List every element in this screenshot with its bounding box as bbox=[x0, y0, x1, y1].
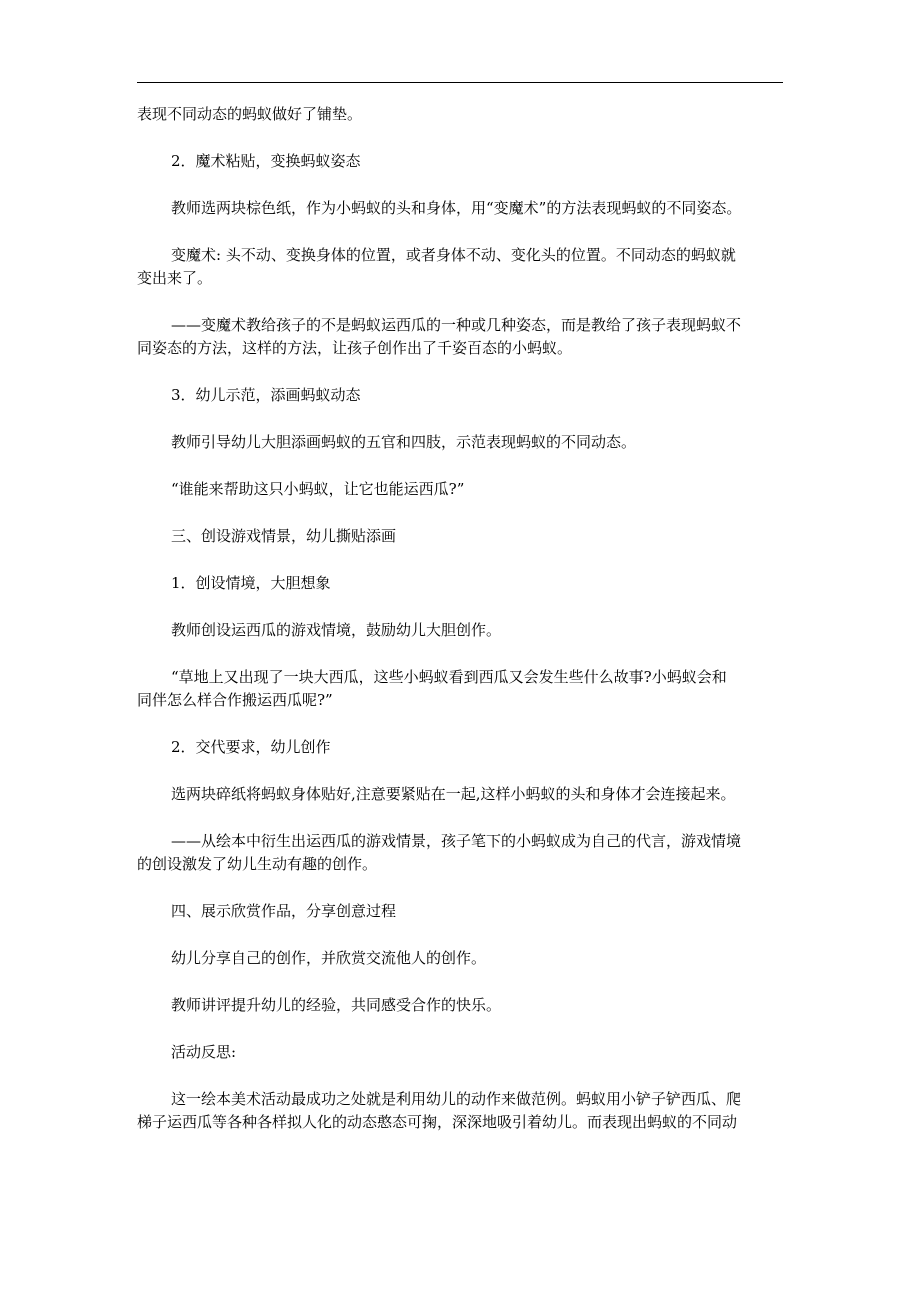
paragraph-3: 教师选两块棕色纸，作为小蚂蚁的头和身体，用“变魔术”的方法表现蚂蚁的不同姿态。 bbox=[171, 199, 742, 217]
paragraph-12: “草地上又出现了一块大西瓜，这些小蚂蚁看到西瓜又会发生些什么故事?小蚂蚁会和 同伴怎么样合作搬运西瓜呢?” bbox=[137, 668, 727, 709]
paragraph-15: ——从绘本中衍生出运西瓜的游戏情景，孩子笔下的小蚂蚁成为自己的代言，游戏情境 的创设激发了幼儿生动有趣的创作。 bbox=[137, 832, 742, 873]
heading-reflection: 活动反思: bbox=[171, 1043, 237, 1061]
heading-requirements: 2．交代要求，幼儿创作 bbox=[171, 738, 331, 756]
header-rule bbox=[137, 82, 783, 83]
document-body bbox=[137, 103, 785, 1158]
paragraph-1: 表现不同动态的蚂蚁做好了铺垫。 bbox=[137, 105, 363, 123]
paragraph-5: ——变魔术教给孩子的不是蚂蚁运西瓜的一种或几种姿态，而是教给了孩子表现蚂蚁不 同姿态的方法，这样的方法，让孩子创作出了千姿百态的小蚂蚁。 bbox=[137, 316, 742, 357]
paragraph-20: 这一绘本美术活动最成功之处就是利用幼儿的动作来做范例。蚂蚁用小铲子铲西瓜、爬 梯子运西瓜等各种各样拟人化的动态憨态可掬，深深地吸引着幼儿。而表现出蚂蚁的不同动 bbox=[137, 1090, 742, 1131]
paragraph-4: 变魔术: 头不动、变换身体的位置，或者身体不动、变化头的位置。不同动态的蚂蚁就 变出来了。 bbox=[137, 246, 736, 287]
paragraph-8: “谁能来帮助这只小蚂蚁，让它也能运西瓜?” bbox=[171, 480, 465, 498]
paragraph-14: 选两块碎纸将蚂蚁身体贴好,注意要紧贴在一起,这样小蚂蚁的头和身体才会连接起来。 bbox=[171, 785, 736, 803]
heading-child-demo: 3．幼儿示范，添画蚂蚁动态 bbox=[171, 386, 361, 404]
paragraph-17: 幼儿分享自己的创作，并欣赏交流他人的创作。 bbox=[171, 949, 487, 967]
heading-magic-paste: 2．魔术粘贴，变换蚂蚁姿态 bbox=[171, 152, 361, 170]
section-heading-4: 四、展示欣赏作品，分享创意过程 bbox=[171, 902, 397, 920]
heading-create-scene: 1．创设情境，大胆想象 bbox=[171, 574, 331, 592]
section-heading-3: 三、创设游戏情景，幼儿撕贴添画 bbox=[171, 527, 397, 545]
paragraph-18: 教师讲评提升幼儿的经验，共同感受合作的快乐。 bbox=[171, 996, 502, 1014]
paragraph-11: 教师创设运西瓜的游戏情境，鼓励幼儿大胆创作。 bbox=[171, 621, 502, 639]
paragraph-7: 教师引导幼儿大胆添画蚂蚁的五官和四肢，示范表现蚂蚁的不同动态。 bbox=[171, 433, 637, 451]
